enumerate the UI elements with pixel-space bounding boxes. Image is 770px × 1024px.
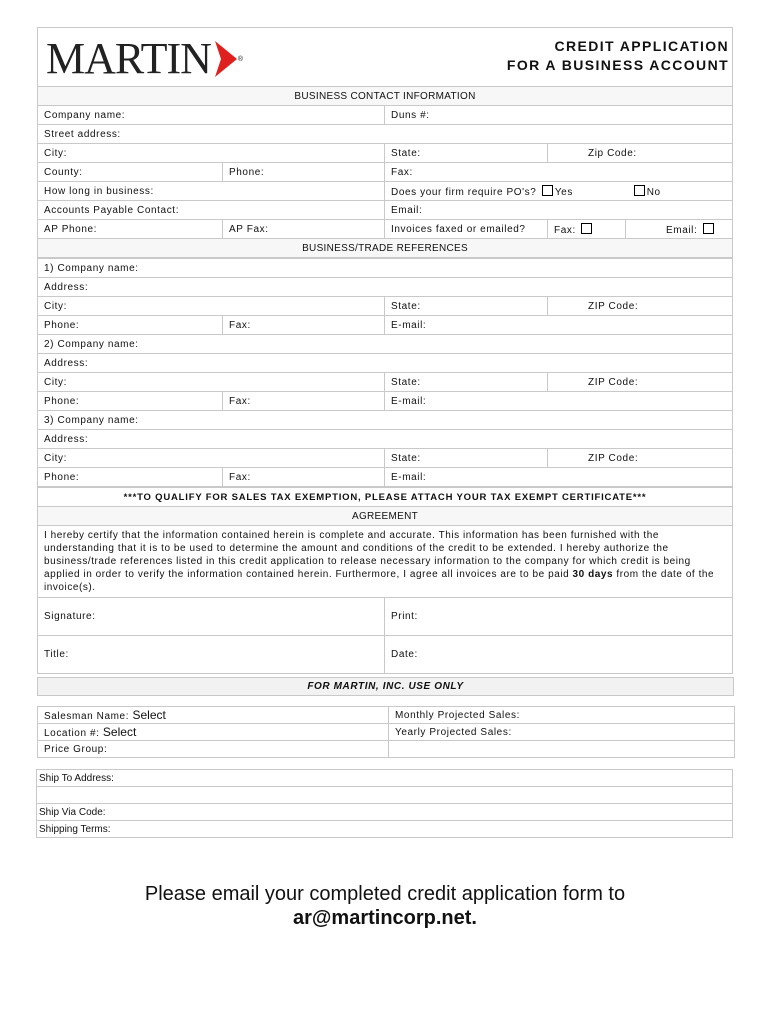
ref-fax-field[interactable]: Fax: [223, 468, 385, 487]
invoice-email-option [626, 220, 733, 239]
salesman-field [38, 707, 389, 724]
ref-city-field[interactable]: City: [38, 297, 385, 316]
ref-phone-field[interactable]: Phone: [38, 392, 223, 411]
invoice-fax-label: Fax: [554, 224, 576, 236]
ref-phone-field[interactable]: Phone: [38, 316, 223, 335]
office-use-table [37, 706, 735, 758]
duns-field[interactable]: Duns #: [385, 106, 733, 125]
ship-to-field[interactable]: Ship To Address: [37, 770, 733, 787]
invoice-email-label: Email: [666, 224, 698, 236]
credit-application-form [37, 27, 732, 674]
empty-cell [389, 741, 735, 758]
price-group-field[interactable]: Price Group: [38, 741, 389, 758]
yes-checkbox[interactable] [542, 185, 553, 196]
footer-line-1: Please email your completed credit application form to [144, 883, 626, 905]
footer-email-link[interactable]: ar@martincorp.net. [293, 907, 477, 929]
red-arrow-icon [211, 41, 237, 77]
header-cell [38, 28, 733, 87]
state-field[interactable]: State: [385, 144, 548, 163]
yes-label: Yes [554, 186, 573, 198]
section-heading-business-contact: BUSINESS CONTACT INFORMATION [38, 87, 733, 106]
shipping-table [36, 769, 733, 838]
ref-city-field[interactable]: City: [38, 449, 385, 468]
street-address-field[interactable]: Street address: [38, 125, 733, 144]
title-line-2: FOR A BUSINESS ACCOUNT [506, 57, 730, 73]
po-question-label: Does your firm require PO's? [391, 186, 537, 198]
phone-field[interactable]: Phone: [223, 163, 385, 182]
ref-email-field[interactable]: E-mail: [385, 468, 733, 487]
document-title [507, 37, 729, 75]
email-field[interactable]: Email: [385, 201, 733, 220]
zip-field[interactable]: Zip Code: [548, 144, 733, 163]
ref-state-field[interactable]: State: [385, 297, 548, 316]
ref-company-field[interactable]: 2) Company name: [38, 335, 733, 354]
agreement-text [38, 526, 733, 598]
print-field[interactable]: Print: [385, 598, 733, 636]
ap-contact-field[interactable]: Accounts Payable Contact: [38, 201, 385, 220]
title-field[interactable]: Title: [38, 636, 385, 674]
agreement-table [37, 487, 733, 674]
ref-email-field[interactable]: E-mail: [385, 316, 733, 335]
trade-references-table [37, 258, 733, 487]
city-field[interactable]: City: [38, 144, 385, 163]
title-line-1: CREDIT APPLICATION [554, 38, 730, 54]
location-select[interactable]: Select [102, 725, 137, 739]
salesman-select[interactable]: Select [132, 708, 166, 722]
ref-zip-field[interactable]: ZIP Code: [548, 373, 733, 392]
ref-zip-field[interactable]: ZIP Code: [548, 297, 733, 316]
ship-via-field[interactable]: Ship Via Code: [37, 804, 733, 821]
no-label: No [646, 186, 661, 198]
ref-company-field[interactable]: 1) Company name: [38, 259, 733, 278]
location-field [38, 724, 389, 741]
ref-address-field[interactable]: Address: [38, 278, 733, 297]
ap-fax-field[interactable]: AP Fax: [223, 220, 385, 239]
ref-address-field[interactable]: Address: [38, 354, 733, 373]
invoice-fax-option [548, 220, 626, 239]
section-heading-agreement: AGREEMENT [38, 507, 733, 526]
ref-address-field[interactable]: Address: [38, 430, 733, 449]
salesman-label: Salesman Name: [44, 711, 130, 722]
ref-state-field[interactable]: State: [385, 373, 548, 392]
invoice-fax-checkbox[interactable] [581, 223, 592, 234]
ref-city-field[interactable]: City: [38, 373, 385, 392]
registered-mark: ® [237, 55, 244, 63]
invoice-email-checkbox[interactable] [703, 223, 714, 234]
ref-phone-field[interactable]: Phone: [38, 468, 223, 487]
ap-phone-field[interactable]: AP Phone: [38, 220, 223, 239]
fax-field[interactable]: Fax: [385, 163, 733, 182]
invoices-question: Invoices faxed or emailed? [385, 220, 548, 239]
ship-to-field-line-2[interactable] [37, 787, 733, 804]
no-checkbox[interactable] [634, 185, 645, 196]
tax-exemption-notice: ***TO QUALIFY FOR SALES TAX EXEMPTION, PLEASE ATTACH YOUR TAX EXEMPT CERTIFICATE*** [38, 488, 733, 507]
footer-instructions [0, 882, 770, 930]
signature-field[interactable]: Signature: [38, 598, 385, 636]
county-field[interactable]: County: [38, 163, 223, 182]
ref-state-field[interactable]: State: [385, 449, 548, 468]
ref-fax-field[interactable]: Fax: [223, 316, 385, 335]
shipping-terms-field[interactable]: Shipping Terms: [37, 821, 733, 838]
agreement-text-end: from the date of the invoice(s). [44, 569, 715, 593]
how-long-field[interactable]: How long in business: [38, 182, 385, 201]
ref-fax-field[interactable]: Fax: [223, 392, 385, 411]
martin-logo [46, 36, 244, 82]
section-heading-trade-references: BUSINESS/TRADE REFERENCES [38, 239, 733, 258]
ref-zip-field[interactable]: ZIP Code: [548, 449, 733, 468]
yearly-sales-field[interactable]: Yearly Projected Sales: [389, 724, 735, 741]
agreement-days: 30 days [572, 569, 614, 580]
office-use-heading: FOR MARTIN, INC. USE ONLY [37, 677, 734, 696]
logo-text: MARTIN [46, 34, 211, 83]
ref-email-field[interactable]: E-mail: [385, 392, 733, 411]
ref-company-field[interactable]: 3) Company name: [38, 411, 733, 430]
agreement-text-body: I hereby certify that the information contained herein is complete and accurate. This information has been furnished with the understanding that it is to be used to determine the amount and conditions of the credit to be extended. I hereby authorize the business/trade references listed in this credit application to release necessary information to the company for which credit is being applied in order to verify the information contained herein. Furthermore, I agree all invoices are to be paid [44, 530, 691, 580]
location-label: Location #: [44, 728, 100, 739]
monthly-sales-field[interactable]: Monthly Projected Sales: [389, 707, 735, 724]
date-field[interactable]: Date: [385, 636, 733, 674]
company-name-field[interactable]: Company name: [38, 106, 385, 125]
po-question [385, 182, 733, 201]
main-form-table [37, 27, 733, 258]
